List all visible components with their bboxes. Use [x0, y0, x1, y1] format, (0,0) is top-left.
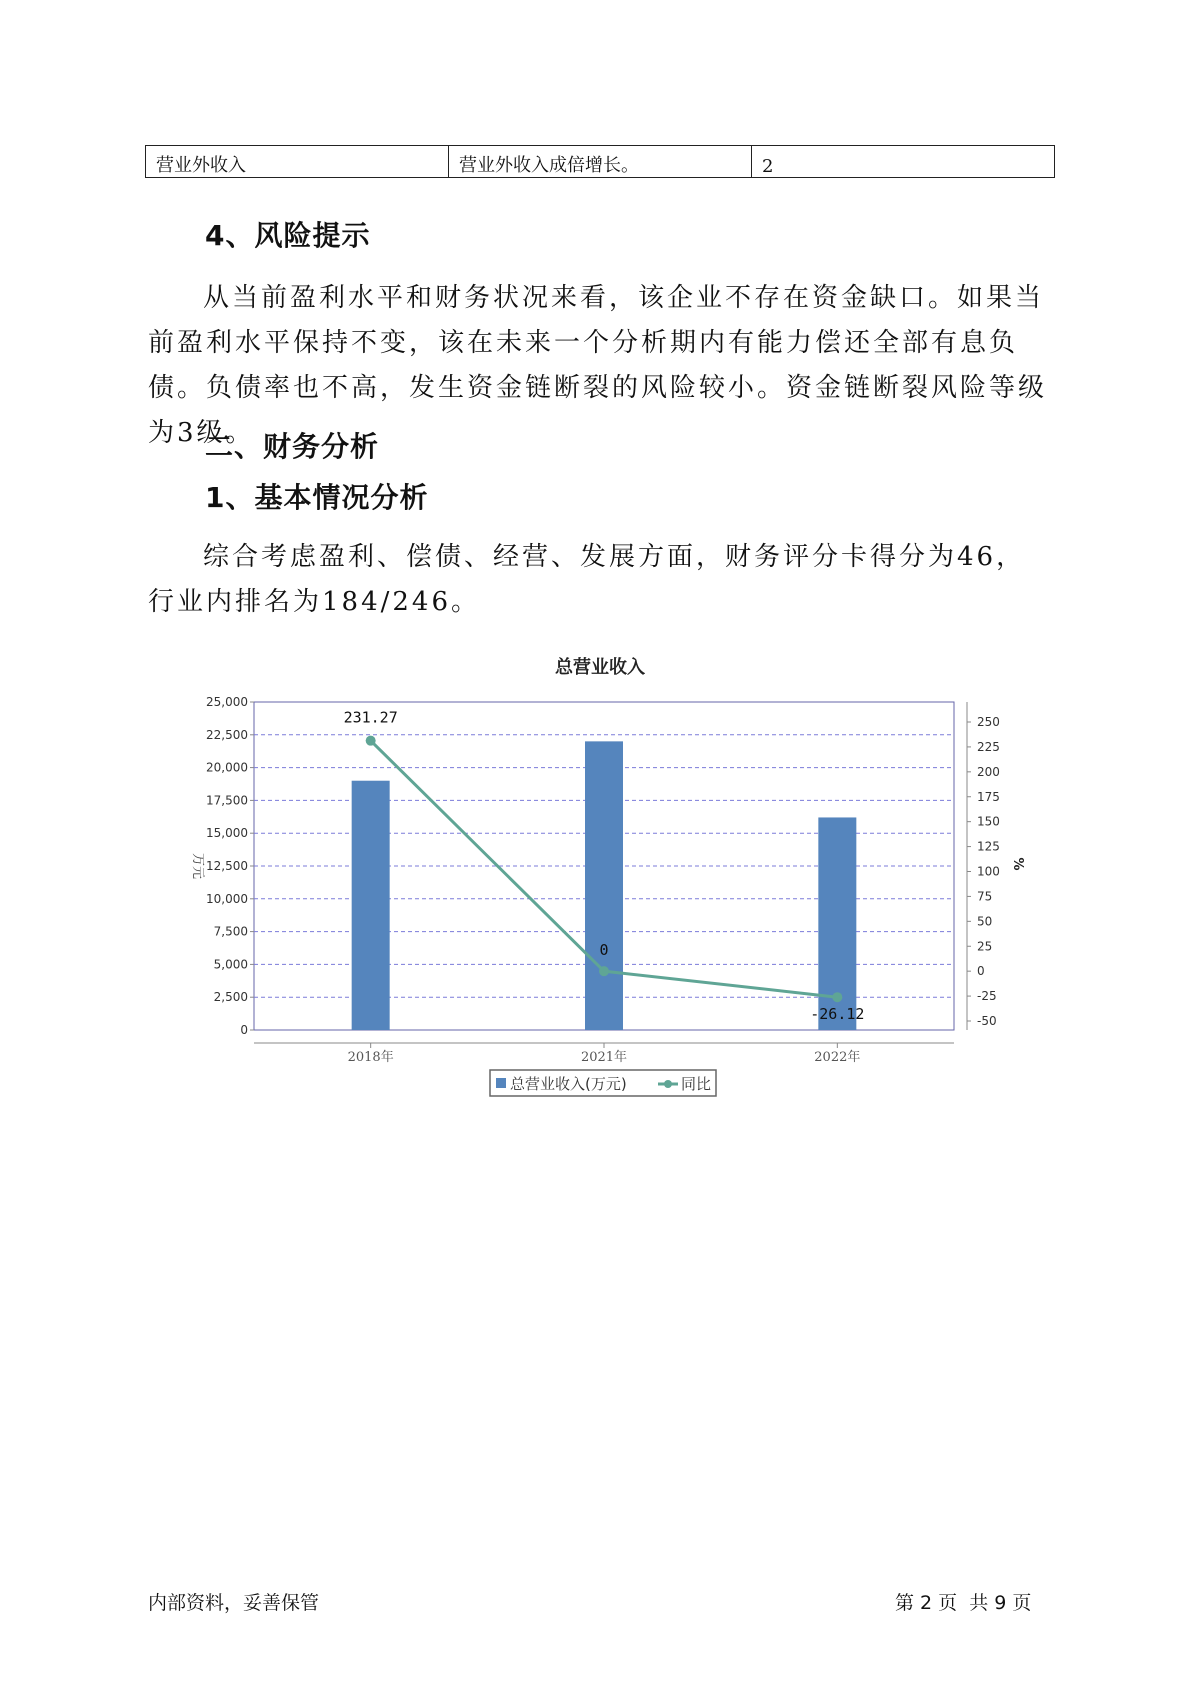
risk-heading: 4、风险提示: [205, 219, 371, 252]
y2-tick-label: 125: [977, 839, 1000, 854]
footer-confidential: 内部资料，妥善保管: [148, 1592, 320, 1614]
indicator-table: [145, 145, 1055, 178]
legend-line-marker: [664, 1080, 672, 1088]
left-axis: [206, 695, 254, 1037]
y-tick-label: 12,500: [206, 859, 248, 873]
legend-bar-label: 总营业收入(万元): [510, 1075, 627, 1093]
y-tick-label: 0: [240, 1023, 248, 1037]
y-axis-label: 万元: [190, 852, 205, 880]
yoy-point: [832, 992, 842, 1002]
bar: [352, 781, 390, 1030]
chart-title: 总营业收入: [555, 657, 645, 678]
y-tick-label: 25,000: [206, 695, 248, 709]
yoy-point: [599, 966, 609, 976]
right-axis: [967, 715, 1000, 1028]
y-tick-label: 2,500: [213, 990, 248, 1005]
y2-tick-label: 250: [977, 715, 1000, 729]
bar: [585, 741, 623, 1030]
x-axis: [348, 1043, 861, 1065]
y2-tick-label: -25: [977, 989, 997, 1004]
risk-paragraph-text: 从当前盈利水平和财务状况来看，该企业不存在资金缺口。如果当前盈利水平保持不变，该在未来一个分析期内有能力偿还全部有息负债。负债率也不高，发生资金链断裂的风险较小。资金链断裂风险等级为3级。: [148, 283, 1048, 448]
y-tick-label: 10,000: [206, 891, 248, 906]
y2-tick-label: 100: [977, 864, 1000, 879]
table-cell-description: 营业外收入成倍增长。: [449, 146, 752, 178]
y2-tick-label: 25: [977, 939, 993, 954]
table-row: [146, 146, 1055, 178]
y-tick-label: 22,500: [206, 727, 248, 742]
y2-tick-label: 150: [977, 814, 1000, 829]
yoy-data-label: 0: [599, 941, 609, 960]
basic-paragraph: [148, 535, 1053, 625]
bar-series: [352, 741, 857, 1030]
y-tick-label: 15,000: [206, 826, 248, 841]
y-tick-label: 5,000: [213, 957, 248, 972]
y-tick-label: 17,500: [206, 793, 248, 808]
x-tick-label: 2018年: [347, 1050, 394, 1065]
yoy-data-label: -26.12: [810, 1005, 865, 1024]
legend-line-label: 同比: [681, 1075, 712, 1093]
table-cell-item: 营业外收入: [146, 146, 449, 178]
y2-tick-label: 225: [977, 739, 1000, 754]
y2-tick-label: -50: [977, 1014, 997, 1028]
y-tick-label: 7,500: [213, 924, 248, 939]
y2-axis-label: %: [1010, 857, 1025, 871]
y2-tick-label: 50: [977, 914, 993, 929]
y2-tick-label: 0: [977, 964, 985, 979]
y-tick-label: 20,000: [206, 760, 248, 775]
finance-heading: 二、财务分析: [205, 430, 380, 463]
x-tick-label: 2021年: [580, 1050, 628, 1065]
footer-page-number: 第 2 页 共 9 页: [895, 1592, 1032, 1614]
revenue-chart: [180, 650, 1030, 1100]
y2-tick-label: 200: [977, 764, 1000, 779]
basic-paragraph-text: 综合考虑盈利、偿债、经营、发展方面，财务评分卡得分为46，行业内排名为184/246。: [148, 542, 1026, 617]
y2-tick-label: 75: [977, 889, 993, 904]
yoy-point: [366, 736, 376, 746]
basic-heading: 1、基本情况分析: [205, 481, 429, 514]
legend: [490, 1070, 716, 1096]
table-cell-score: 2: [752, 146, 1055, 178]
legend-bar-swatch: [496, 1078, 506, 1088]
x-tick-label: 2022年: [814, 1050, 861, 1065]
yoy-data-label: 231.27: [343, 708, 398, 727]
y2-tick-label: 175: [977, 789, 1000, 804]
